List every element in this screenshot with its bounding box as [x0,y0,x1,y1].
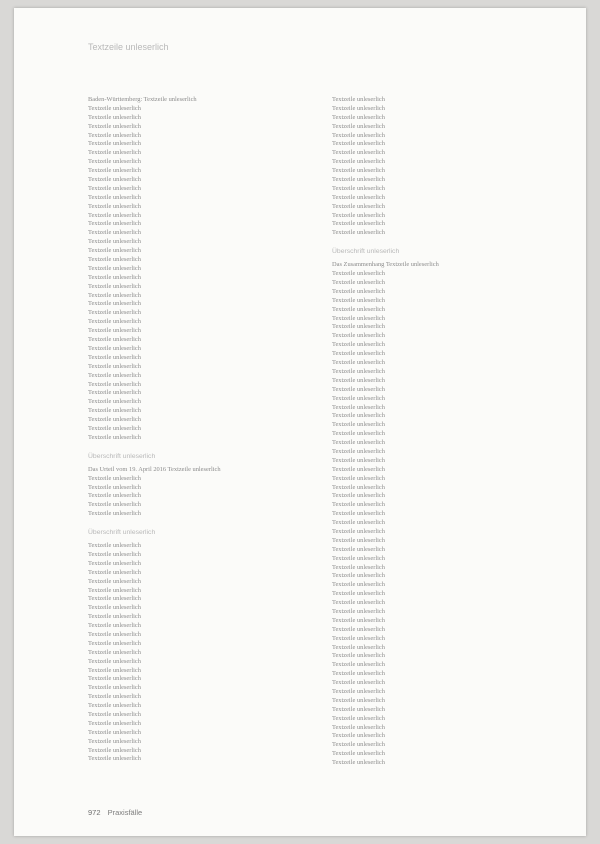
text-line: Textzeile unleserlich [88,256,141,264]
text-line: Textzeile unleserlich [88,666,141,674]
text-line: Textzeile unleserlich [88,693,141,701]
section-heading: Überschrift unleserlich [332,248,400,256]
text-line: Textzeile unleserlich [88,282,141,290]
text-line: Textzeile unleserlich [332,131,385,139]
text-line: Textzeile unleserlich [88,604,141,612]
text-line: Textzeile unleserlich [88,719,141,727]
text-line: Textzeile unleserlich [332,661,385,669]
text-line: Textzeile unleserlich [332,220,385,228]
page-footer [88,808,142,817]
text-line: Textzeile unleserlich [332,96,385,103]
text-line: Textzeile unleserlich [332,714,385,722]
text-line: Textzeile unleserlich [332,113,385,121]
text-line: Textzeile unleserlich [332,167,385,175]
text-line: Textzeile unleserlich [88,113,141,121]
text-line: Textzeile unleserlich [332,270,385,278]
text-line: Textzeile unleserlich [88,380,141,388]
text-line: Textzeile unleserlich [88,737,141,745]
text-line: Textzeile unleserlich [88,202,141,210]
text-line: Textzeile unleserlich [332,367,385,375]
text-line: Textzeile unleserlich [88,184,141,192]
text-line: Textzeile unleserlich [88,684,141,692]
text-line: Textzeile unleserlich [332,149,385,157]
text-line: Textzeile unleserlich [332,519,385,527]
text-line: Textzeile unleserlich [332,545,385,553]
text-line: Das Zusammenhang Textzeile unleserlich [332,261,439,269]
text-line: Textzeile unleserlich [88,176,141,184]
text-line: Textzeile unleserlich [332,193,385,201]
text-line: Textzeile unleserlich [88,559,141,567]
text-line: Textzeile unleserlich [332,412,385,420]
left-column [88,96,328,764]
text-line: Textzeile unleserlich [88,167,141,175]
text-line: Textzeile unleserlich [332,652,385,660]
paragraph [332,528,572,644]
text-line: Textzeile unleserlich [88,149,141,157]
text-line: Textzeile unleserlich [332,501,385,509]
text-line: Textzeile unleserlich [332,439,385,447]
text-line: Textzeile unleserlich [332,732,385,740]
text-line: Textzeile unleserlich [332,599,385,607]
text-line: Textzeile unleserlich [332,705,385,713]
text-line: Textzeile unleserlich [88,483,141,491]
text-line: Textzeile unleserlich [88,362,141,370]
text-line: Textzeile unleserlich [88,193,141,201]
text-line: Textzeile unleserlich [332,421,385,429]
section-heading: Überschrift unleserlich [88,529,156,537]
text-line: Textzeile unleserlich [88,746,141,754]
text-line: Textzeile unleserlich [332,202,385,210]
text-line: Textzeile unleserlich [332,456,385,464]
text-line: Textzeile unleserlich [332,341,385,349]
text-line: Textzeile unleserlich [88,711,141,718]
text-line: Textzeile unleserlich [332,122,385,130]
text-line: Textzeile unleserlich [88,131,141,139]
text-line: Textzeile unleserlich [88,702,141,710]
text-line: Textzeile unleserlich [332,211,385,219]
paragraph [88,283,328,443]
text-line: Textzeile unleserlich [88,510,141,518]
text-line: Textzeile unleserlich [88,389,141,397]
text-line: Textzeile unleserlich [332,741,385,749]
paragraph [88,96,328,283]
text-line: Textzeile unleserlich [88,433,141,441]
text-line: Textzeile unleserlich [88,492,141,500]
text-line: Textzeile unleserlich [88,542,141,550]
text-line: Baden-Württemberg: Textzeile unleserlich [88,96,197,103]
paragraph [88,466,328,519]
text-line: Textzeile unleserlich [332,403,385,411]
text-line: Textzeile unleserlich [88,613,141,621]
text-line: Textzeile unleserlich [88,416,141,424]
text-line: Textzeile unleserlich [332,625,385,633]
text-line: Textzeile unleserlich [88,291,141,299]
text-line: Textzeile unleserlich [332,314,385,322]
text-line: Textzeile unleserlich [88,264,141,272]
text-line: Textzeile unleserlich [88,639,141,647]
text-line: Textzeile unleserlich [88,586,141,594]
section-heading: Überschrift unleserlich [88,452,156,460]
text-line: Textzeile unleserlich [88,657,141,665]
text-line: Textzeile unleserlich [88,220,141,228]
text-line: Textzeile unleserlich [332,723,385,731]
text-line: Textzeile unleserlich [332,581,385,589]
paragraph [332,261,572,528]
text-line: Textzeile unleserlich [332,332,385,340]
text-line: Textzeile unleserlich [88,238,141,246]
text-line: Textzeile unleserlich [332,590,385,598]
text-line: Textzeile unleserlich [332,184,385,192]
text-line: Textzeile unleserlich [332,104,385,112]
text-line: Textzeile unleserlich [332,554,385,562]
text-line: Textzeile unleserlich [332,634,385,642]
text-line: Textzeile unleserlich [88,577,141,585]
text-line: Textzeile unleserlich [332,447,385,455]
journal-name: Praxisfälle [107,808,143,817]
text-line: Textzeile unleserlich [332,158,385,166]
text-line: Textzeile unleserlich [332,527,385,535]
text-line: Textzeile unleserlich [88,398,141,406]
text-line: Textzeile unleserlich [88,353,141,361]
text-line: Textzeile unleserlich [332,510,385,518]
text-line: Textzeile unleserlich [88,344,141,352]
text-line: Textzeile unleserlich [332,759,385,767]
text-line: Textzeile unleserlich [88,371,141,379]
text-line: Textzeile unleserlich [88,318,141,326]
right-column [332,96,572,768]
text-line: Textzeile unleserlich [88,595,141,603]
text-line: Textzeile unleserlich [88,568,141,576]
text-line: Textzeile unleserlich [332,616,385,624]
text-line: Textzeile unleserlich [332,296,385,304]
page-number: 972 [88,808,101,817]
text-line: Textzeile unleserlich [332,483,385,491]
text-line: Textzeile unleserlich [332,376,385,384]
text-line: Textzeile unleserlich [88,104,141,112]
text-line: Textzeile unleserlich [332,696,385,704]
text-line: Textzeile unleserlich [88,728,141,736]
text-line: Textzeile unleserlich [332,750,385,758]
text-line: Textzeile unleserlich [332,688,385,695]
text-line: Textzeile unleserlich [332,679,385,687]
text-line: Textzeile unleserlich [332,359,385,367]
text-line: Textzeile unleserlich [332,287,385,295]
text-line: Textzeile unleserlich [88,327,141,335]
text-line: Textzeile unleserlich [88,247,141,255]
text-line: Textzeile unleserlich [88,501,141,509]
text-line: Textzeile unleserlich [88,211,141,219]
text-line: Textzeile unleserlich [88,630,141,638]
text-line: Textzeile unleserlich [88,300,141,308]
text-line: Textzeile unleserlich [332,572,385,580]
text-line: Textzeile unleserlich [332,492,385,500]
paragraph [332,644,572,768]
text-line: Textzeile unleserlich [88,648,141,656]
text-line: Textzeile unleserlich [332,607,385,615]
text-line: Textzeile unleserlich [332,474,385,482]
text-line: Das Urteil vom 19. April 2016 Textzeile unleserlich [88,465,221,473]
text-line: Textzeile unleserlich [332,643,385,651]
text-line: Textzeile unleserlich [332,536,385,544]
page [14,8,586,836]
text-line: Textzeile unleserlich [88,122,141,130]
text-line: Textzeile unleserlich [88,622,141,630]
text-line: Textzeile unleserlich [332,305,385,313]
text-line: Textzeile unleserlich [332,563,385,571]
text-line: Textzeile unleserlich [88,309,141,317]
text-line: Textzeile unleserlich [88,474,141,482]
text-line: Textzeile unleserlich [88,273,141,281]
text-line: Textzeile unleserlich [332,385,385,393]
text-line: Textzeile unleserlich [88,407,141,415]
paragraph [88,542,328,764]
text-line: Textzeile unleserlich [332,394,385,402]
text-line: Textzeile unleserlich [88,550,141,558]
text-line: Textzeile unleserlich [332,176,385,184]
paragraph [332,96,572,238]
text-line: Textzeile unleserlich [332,430,385,438]
text-line: Textzeile unleserlich [88,424,141,432]
text-line: Textzeile unleserlich [88,675,141,683]
text-line: Textzeile unleserlich [88,336,141,344]
text-line: Textzeile unleserlich [88,755,141,763]
text-line: Textzeile unleserlich [332,323,385,331]
text-line: Textzeile unleserlich [88,229,141,237]
text-line: Textzeile unleserlich [88,140,141,148]
text-line: Textzeile unleserlich [332,350,385,358]
text-line: Textzeile unleserlich [332,140,385,148]
text-line: Textzeile unleserlich [332,229,385,237]
text-line: Textzeile unleserlich [332,465,385,473]
text-line: Textzeile unleserlich [332,279,385,287]
running-head: Textzeile unleserlich [88,42,169,52]
text-line: Textzeile unleserlich [88,158,141,166]
text-line: Textzeile unleserlich [332,670,385,678]
